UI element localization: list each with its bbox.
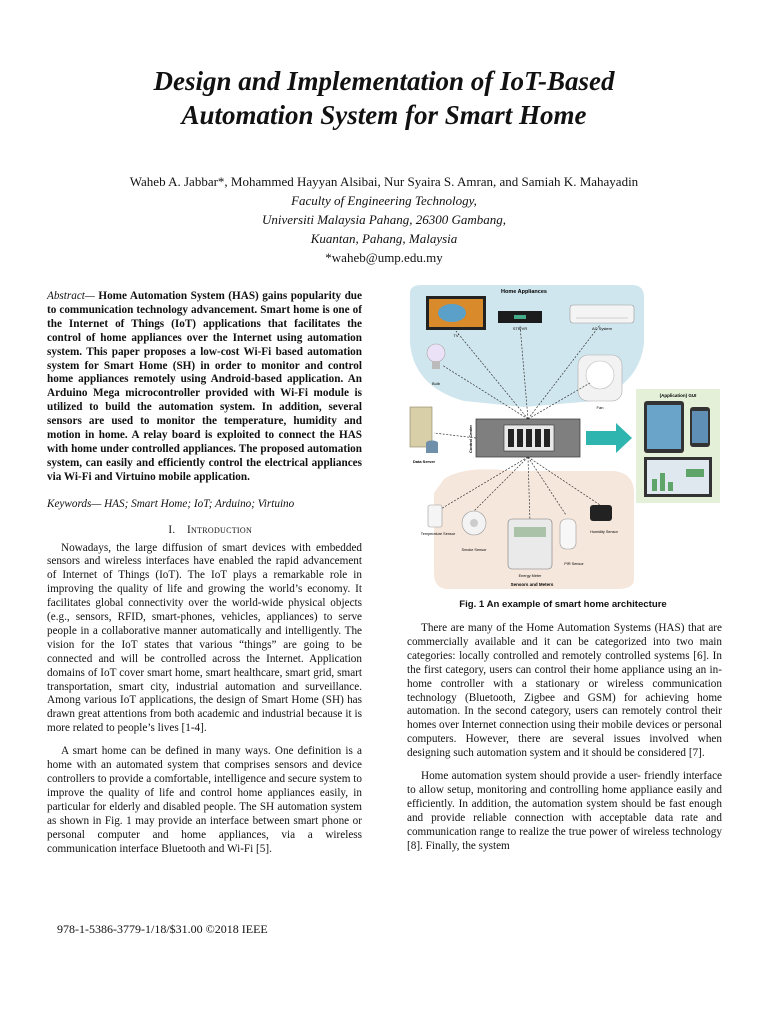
smoke-sensor-label: Smoke Sensor <box>461 548 487 552</box>
intro-paragraph-1: Nowadays, the large diffusion of smart devices with embedded sensors and wireless interfaces have enabled the rapid advancement of Internet of Things (IoT). The IoT plays a remarkable role in improving the quality of life and growing the world’s economy. It facilitates global connectivity over the world-wide physical objects (e.g., sensors, RFID, smart-phones, vehicles, appliances) to serve people in a collaborative manner automatically and intelligently. The vision for the IoT states that various “things” are going to be connected and will be controlled across the Internet. Application domains of IoT cover smart home, smart healthcare, smart grid, smart transportation, smart city, industrial automation and surveillance. Among various IoT applications, the design of Smart Home (SH) has drawn great attentions from both academic and industrial because it is more related to people’s lives [1-4]. <box>47 541 362 735</box>
section-title: Introduction <box>186 523 253 536</box>
affiliation-line-2: Universiti Malaysia Pahang, 26300 Gambang, <box>261 212 507 227</box>
tv-label: TV <box>453 333 459 338</box>
architecture-diagram <box>404 283 722 591</box>
author-email[interactable]: *waheb@ump.edu.my <box>325 250 443 265</box>
abstract-label: Abstract— <box>47 290 95 302</box>
section-number: I. <box>168 523 176 536</box>
title-line-1: Design and Implementation of IoT-Based <box>153 66 615 96</box>
control-center-label: Control Center <box>468 425 473 453</box>
abstract <box>47 290 362 485</box>
temperature-sensor-label: Temperature Sensor <box>420 532 456 536</box>
home-appliances-label: Home Appliances <box>501 289 547 295</box>
right-paragraph-1: There are many of the Home Automation Systems (HAS) that are commercially available and it can be categorized into two main categories: locally controlled and remotely controlled systems [6]. In the first category, users can control their home appliance using an in-home controller with a stationary or wireless communication technology (Bluetooth, Zigbee and GSM) for achieving home automation. In the second category, users can remotely control their homes over Internet connection using their mobile devices or personal computers. However, there are several issues involved when designing such automation system and it should be considered [7]. <box>407 622 722 760</box>
energy-meter-icon <box>508 519 552 569</box>
humidity-sensor-icon <box>590 505 612 521</box>
abstract-text: Home Automation System (HAS) gains popularity due to communication technology advancement. Smart home is one of the Internet of Things (IoT) applications that facilitates the control of home appliances over the Internet using automation system. This paper proposes a low-cost Wi-Fi based automation system for Smart Home (SH) in order to monitor and control home appliances remotely using Android-based application. An Arduino Mega microcontroller provided with Wi-Fi module is utilized to build the automation system. In addition, several sensors are used to monitor the temperature, humidity and motion in home. A relay board is exploited to connect the HAS with home under controlled appliances. The proposed automation system, can easily and efficiently control the electrical appliances via Wi-Fi and Virtuino mobile application. <box>47 290 362 483</box>
figure-caption: Fig. 1 An example of smart home architecture <box>459 599 667 610</box>
humidity-sensor-label: Humidity Sensor <box>590 530 618 534</box>
affiliation-line-3: Kuantan, Pahang, Malaysia <box>310 231 458 246</box>
right-column <box>407 622 722 863</box>
gui-arrow-icon <box>586 423 632 453</box>
right-paragraph-2: Home automation system should provide a user- friendly interface to allow setup, monitoring and controlling home appliance easily and efficiently. In addition, the automation system should be fast enough and provide reliable connection with acceptable data rate and communication range to realize the true power of wireless technology [8]. Finally, the system <box>407 770 722 852</box>
keywords: Keywords— HAS; Smart Home; IoT; Arduino; Virtuino <box>47 497 295 510</box>
energy-meter-label: Energy Meter <box>518 574 542 578</box>
affiliation-line-1: Faculty of Engineering Technology, <box>291 193 477 208</box>
gui-label: (Application) GUI <box>659 393 697 398</box>
figure-smart-home-architecture <box>404 283 722 591</box>
left-column <box>47 290 362 865</box>
fan-label: Fan <box>596 405 604 410</box>
bulb-label: Bulb <box>431 381 441 386</box>
intro-paragraph-2: A smart home can be defined in many ways. One definition is a home with an automated system that comprises sensors and device controllers to provide a comfortable, intelligence and secure system to improve the quality of life and control home appliances easily, in particular for elderly and disabled people. The SH automation system as shown in Fig. 1 may provide an interface between smart phone or personal computer and home appliances, via a wireless communication interface Bluetooth and Wi-Fi [5]. <box>47 745 362 855</box>
data-server-label: Data Server <box>412 459 436 464</box>
temperature-sensor-icon <box>428 505 442 527</box>
stb-label: STB/VR <box>512 326 528 331</box>
author-block <box>40 172 728 267</box>
ac-icon <box>570 305 634 323</box>
pir-sensor-label: PIR Sensor <box>564 562 584 566</box>
title-line-2: Automation System for Smart Home <box>181 100 587 130</box>
sensors-label: Sensors and Meters <box>510 582 554 587</box>
ac-label: AC System <box>591 326 613 331</box>
copyright-footer: 978-1-5386-3779-1/18/$31.00 ©2018 IEEE <box>57 922 268 936</box>
paper-title <box>40 64 728 132</box>
pir-sensor-icon <box>560 519 576 549</box>
bulb-icon <box>427 344 445 362</box>
section-heading-introduction <box>47 524 362 538</box>
author-names: Waheb A. Jabbar*, Mohammed Hayyan Alsibai, Nur Syaira S. Amran, and Samiah K. Mahayadin <box>129 174 639 189</box>
